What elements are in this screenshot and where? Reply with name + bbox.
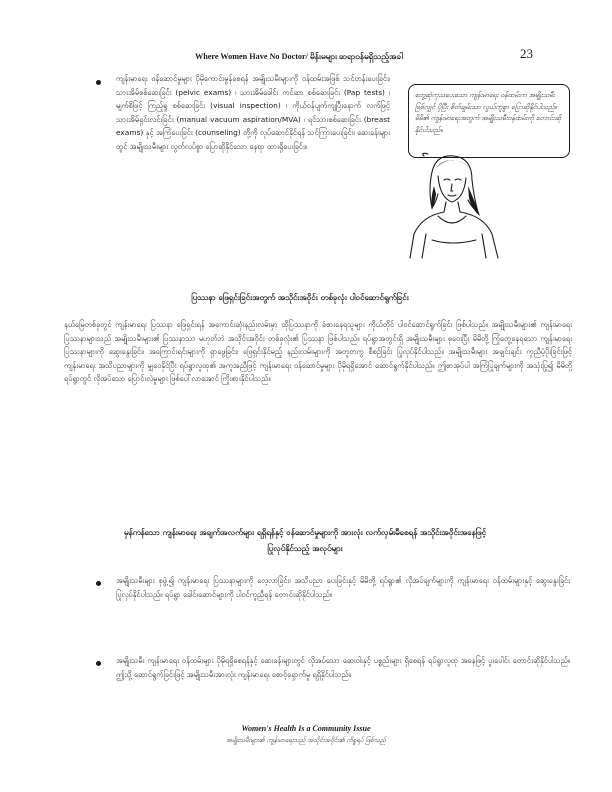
footer-title-burmese: အမျိုးသမီးများ၏ ကျန်းမာရေးသည် အသိုင်းအဝိုင်း၏ ကိစ္စရပ် ဖြစ်သည်	[226, 737, 386, 744]
running-header-title: Where Women Have No Doctor/ မိန်းမများ ဆရာဝန်မရှိသည့်အခါ	[195, 52, 403, 61]
woman-illustration	[392, 150, 522, 260]
bullet-marker	[96, 661, 101, 666]
body-paragraph: နယ်မြေတစ်ခုတွင် ကျန်းမာရေး ပြဿနာ ဖြေရှင်းရန် အကောင်းဆုံးနည်းလမ်းမှာ ထိုပြဿနာကို ခံစားနေရသူများ ကိုယ်တိုင် ပါဝင်ဆောင်ရွက်ခြင်း ဖြစ်ပါသည်။ အမျိုးသမီးများ၏ ကျန်းမာရေး ပြဿနာများသည် အမျိုးသမီးများ၏ ပြဿနာသာ မဟုတ်ဘဲ အသိုင်းအဝိုင်း တစ်ခုလုံး၏ ပြဿနာ ဖြစ်ပါသည်။ ရပ်ရွာအတွင်းရှိ အမျိုးသမီးများ စုဝေးပြီး မိမိတို့ ကြုံတွေ့နေရသော ကျန်းမာရေး ပြဿနာများကို ဆွေးနွေးခြင်း၊ အကြောင်းရင်းများကို ရှာဖွေခြင်း၊ ဖြေရှင်းနိုင်မည့် နည်းလမ်းများကို အတူတကွ စီစဉ်ခြင်း ပြုလုပ်နိုင်ပါသည်။ အမျိုးသမီးများ အချင်းချင်း ကူညီပံ့ပိုးခြင်းဖြင့် ကျန်းမာရေး အသိပညာများကို မျှဝေနိုင်ပြီး ရပ်ရွာလူထု၏ အကူအညီဖြင့် ကျန်းမာရေး ဝန်ဆောင်မှုများ ပိုမိုရရှိအောင် ဆောင်ရွက်နိုင်ပါသည်။ ဤစာအုပ်ပါ အကြံပြုချက်များကို အသုံးပြု၍ မိမိတို့ ရပ်ရွာတွင် လိုအပ်သော ပြောင်းလဲမှုများ ဖြစ်ပေါ်လာအောင် ကြိုးစားနိုင်ပါသည်။	[64, 320, 572, 384]
bullet-marker	[96, 80, 101, 85]
bullet-paragraph-1: ကျန်းမာရေး ဝန်ဆောင်မှုများ ပိုမိုကောင်းမွန်စေရန် အမျိုးသမီးများကို ဝန်ထမ်းအဖြစ် သင်တန်းပေးခြင်း၊ သားအိမ်စစ်ဆေးခြင်း (pelvic exams) ၊ သားအိမ်ခေါင်း ကင်ဆာ စစ်ဆေးခြင်း (Pap tests) ၊ မျက်စိဖြင့် ကြည့်ရှု စစ်ဆေးခြင်း (visual inspection) ၊ ကိုယ်ဝန်ပျက်ကျပြီးနောက် လက်ဖြင့် သားအိမ်ရှင်းလင်းခြင်း (manual vacuum aspiration/MVA) ၊ ရင်သားစစ်ဆေးခြင်း (breast exams) နှင့် အကြံပေးခြင်း (counseling) တို့ကို လုပ်ဆောင်နိုင်ရန် သင်ကြားပေးခြင်း၊ ဆေးခန်းများတွင် အမျိုးသမီးများ လွတ်လပ်စွာ ပြောဆိုနိုင်သော နေရာ ထားရှိပေးခြင်း။	[116, 74, 390, 151]
section-heading: ပြဿနာ ဖြေရှင်းခြင်းအတွက် အသိုင်းအဝိုင်း တစ်ခုလုံး ပါဝင်ဆောင်ရွက်ခြင်း	[191, 293, 409, 302]
bullet-marker	[96, 581, 101, 586]
footer-title-english: Women's Health Is a Community Issue	[241, 724, 371, 733]
bullet-paragraph-2: အမျိုးသမီးများ စုဖွဲ့၍ ကျန်းမာရေး ပြဿနာများကို လေ့လာခြင်း၊ အသိပညာ ပေးခြင်းနှင့် မိမိတို့ ရပ်ရွာ၏ လိုအပ်ချက်များကို ကျန်းမာရေး ဝန်ထမ်းများနှင့် ဆွေးနွေးခြင်း ပြုလုပ်နိုင်ပါသည်။ ရပ်ရွာ ခေါင်းဆောင်များကို ပါဝင်ကူညီရန် တောင်းဆိုနိုင်ပါသည်။	[116, 576, 570, 599]
page-number: 23	[520, 46, 533, 61]
bullet-paragraph-3: အမျိုးသမီး ကျန်းမာရေး ဝန်ထမ်းများ ပိုမိုရရှိစေရန်နှင့် ဆေးခန်းများတွင် လိုအပ်သော ဆေးဝါးနှင့် ပစ္စည်းများ ရှိစေရန် ရပ်ရွာလူထု အနေဖြင့် ပူးပေါင်း တောင်းဆိုနိုင်ပါသည်။ ဤသို့ ဆောင်ရွက်ခြင်းဖြင့် အမျိုးသမီးအားလုံး ကျန်းမာရေး စောင့်ရှောက်မှု ရရှိနိုင်ပါသည်။	[116, 656, 570, 679]
speech-callout: တွေ့ဆုံကုသပေးသော ကျန်းမာရေး ဝန်ထမ်းက အမျိုးသမီး ဖြစ်လျှင် ပိုပြီး စိတ်ချမ်းသာ လွယ်ကူစွာ ပြောဆိုနိုင်ပါသည်။ မိမိ၏ ကျန်းမာရေးအတွက် အမျိုးသမီးဝန်ထမ်းကို တောင်းဆိုနိုင်ပါသည်။	[408, 84, 570, 158]
sub-heading: မှန်ကန်သော ကျန်းမာရေး အချက်အလက်များ ရရှိရန်နှင့် ဝန်ဆောင်မှုများကို အားလုံး လက်လှမ်းမီစေရန် အသိုင်းအဝိုင်းအနေဖြင့် ပြုလုပ်နိုင်သည့် အလုပ်များ	[123, 528, 487, 553]
